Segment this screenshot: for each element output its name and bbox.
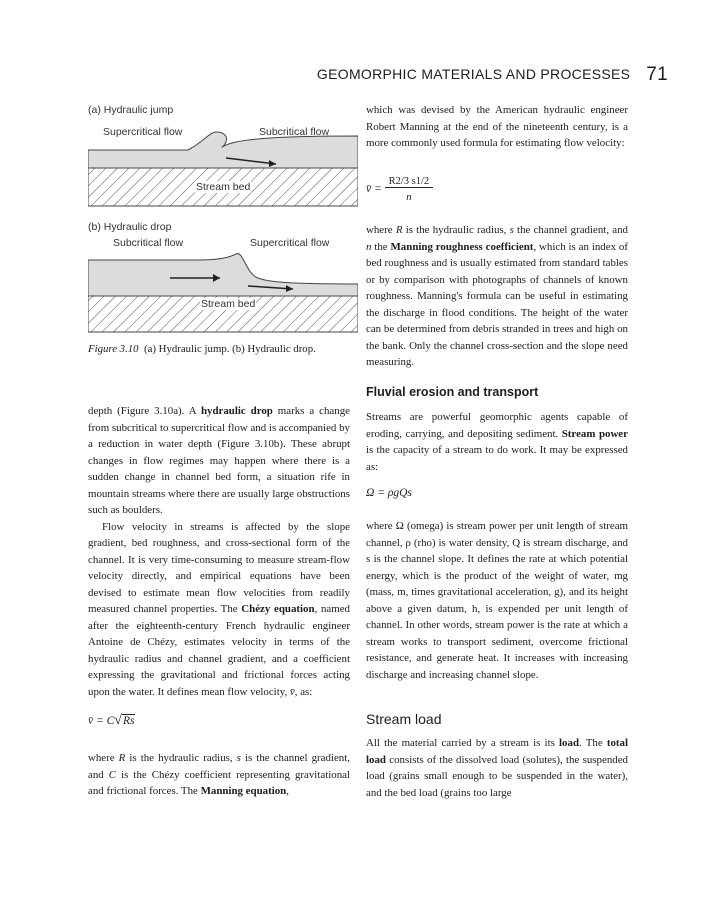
term-chezy-equation: Chézy equation — [241, 603, 315, 615]
right-paragraph-2 — [366, 222, 628, 371]
equation-radicand: Rs — [122, 715, 135, 727]
term-stream-power: Stream power — [561, 427, 628, 440]
running-header — [88, 64, 668, 86]
panel-b-left-label: Subcritical flow — [113, 237, 184, 249]
hydraulic-jump-diagram — [88, 118, 358, 218]
equation-numerator: R2/3 s1/2 — [388, 176, 430, 187]
panel-b-bed-label: Stream bed — [201, 298, 256, 310]
equation-lhs: v̄ = C — [88, 715, 115, 727]
equation-denominator: n — [385, 187, 434, 203]
text-run: . The — [579, 737, 607, 749]
symbol-s: s — [236, 752, 241, 764]
symbol-C: C — [108, 768, 117, 781]
text-run: , as: — [294, 685, 313, 698]
symbol-R: R — [395, 224, 403, 236]
symbol-vbar: v̄ — [289, 685, 295, 698]
symbol-n: n — [366, 240, 372, 253]
text-run: is the Chézy coefficient representing gravitational and frictional forces. The — [88, 768, 350, 797]
text-run: Flow velocity in streams is affected by the slope gradient, bed roughness, and cross-sectional form of the channel. It is very time-consuming to measure stream-flow velocity directly, and empirical equations have been devised to estimate mean flow velocities from readily measured channel properties. The — [88, 520, 350, 615]
figure-caption-text: (a) Hydraulic jump. (b) Hydraulic drop. — [144, 343, 316, 355]
text-run: the channel gradient, and — [513, 224, 628, 236]
right-paragraph-5 — [366, 735, 628, 801]
left-column-bottom — [88, 750, 350, 800]
right-paragraph-3 — [366, 409, 628, 475]
right-paragraph-2-block — [366, 222, 628, 371]
text-run: the — [371, 240, 391, 253]
text-run: , which is an index of bed roughness and is usually estimated from standard tables or by comparison with photographs of channels of known roughness. Manning's formula can be useful in estimating the discharge in flood conditions. The height of the water can be determined from debris stranded in trees and high on the bank. Only the channel cross-section and the slope need measuring. — [366, 240, 628, 368]
text-run: is the hydraulic radius, — [402, 224, 510, 236]
panel-a-bed-label: Stream bed — [196, 181, 251, 193]
right-paragraph-3-block — [366, 409, 628, 475]
left-paragraph-2 — [88, 519, 350, 701]
header-title: GEOMORPHIC MATERIALS AND PROCESSES — [316, 66, 631, 82]
text-run: is the capacity of a stream to do work. It may be expressed as: — [366, 444, 628, 473]
hydraulic-drop-diagram — [88, 244, 358, 334]
text-run: depth (Figure 3.10a). A — [88, 405, 201, 417]
panel-b-label: (b) Hydraulic drop — [88, 221, 172, 233]
right-paragraph-5-block — [366, 735, 628, 801]
left-paragraph-3 — [88, 750, 350, 800]
text-run: where — [366, 224, 396, 236]
right-paragraph-1-block — [366, 102, 628, 152]
chezy-equation — [88, 713, 135, 729]
text-run: Streams are powerful geomorphic agents capable of eroding, carrying, and depositing sediment. — [366, 411, 628, 440]
panel-a-right-label: Subcritical flow — [259, 126, 330, 138]
panel-a-left-label: Supercritical flow — [103, 126, 183, 138]
term-hydraulic-drop: hydraulic drop — [200, 405, 273, 417]
term-manning-roughness: Manning roughness coefficient — [390, 240, 534, 253]
text-run: , named after the eighteenth-century French hydraulic engineer Antoine de Chézy, estimates velocity in terms of the hydraulic radius and channel gradient, and a coefficient expressing the gravitational and frictional forces acting upon the water. It defines mean flow velocity, — [88, 603, 350, 698]
text-run: is the hydraulic radius, — [125, 752, 237, 764]
sqrt-icon: √ — [114, 713, 122, 728]
equation-lhs: v̄ = — [366, 183, 382, 196]
symbol-s: s — [509, 224, 514, 236]
term-total-load: total load — [366, 737, 628, 766]
text-run: consists of the dissolved load (solutes), the suspended load (grains small enough to be suspended in the water), and the bed load (grains too large — [366, 753, 628, 799]
text-run: All the material carried by a stream is its — [366, 737, 560, 749]
figure-caption — [88, 343, 316, 355]
right-paragraph-1: which was devised by the American hydraulic engineer Robert Manning at the end of the nineteenth century, is a more commonly used formula for estimating flow velocity: — [366, 104, 628, 149]
term-load: load — [559, 737, 580, 749]
figure-caption-label: Figure 3.10 — [88, 343, 139, 355]
panel-a-label: (a) Hydraulic jump — [88, 104, 174, 116]
heading-fluvial-erosion: Fluvial erosion and transport — [366, 385, 539, 399]
page-number: 71 — [646, 64, 668, 85]
manning-equation — [366, 176, 433, 203]
equation-fraction — [385, 176, 434, 203]
right-paragraph-4: where Ω (omega) is stream power per unit length of stream channel, ρ (rho) is water density, Q is stream discharge, and s is the channel slope. It defines the rate at which potential energy, which is the product of the weight of water, mg (mass, m, times gravitational acceleration, g), and its height above a given datum, h, is expended per unit length of channel. In other words, stream power is the rate at which a stream works to transport sediment, overcome frictional resistance, and generate heat. It increases with increasing discharge and increasing channel slope. — [366, 520, 628, 681]
panel-b-right-label: Supercritical flow — [250, 237, 330, 249]
symbol-R: R — [118, 752, 126, 764]
left-paragraph-1 — [88, 403, 350, 519]
term-manning-equation: Manning equation — [200, 785, 287, 797]
left-column — [88, 403, 350, 700]
stream-power-equation: Ω = ρgQs — [366, 487, 412, 499]
heading-stream-load: Stream load — [366, 711, 442, 727]
text-run: is the channel gradient, and — [88, 752, 350, 781]
text-run: , — [286, 785, 289, 797]
text-run: where — [88, 752, 119, 764]
text-run: marks a change from subcritical to supercritical flow and is accompanied by a reduction in water depth (Figure 3.10b). These abrupt changes in flow regimes may happen where there is a sudden change in channel bed form, a situation rife in mountain streams where there are usually large obstructions such as boulders. — [88, 405, 350, 516]
right-paragraph-4-block — [366, 518, 628, 683]
